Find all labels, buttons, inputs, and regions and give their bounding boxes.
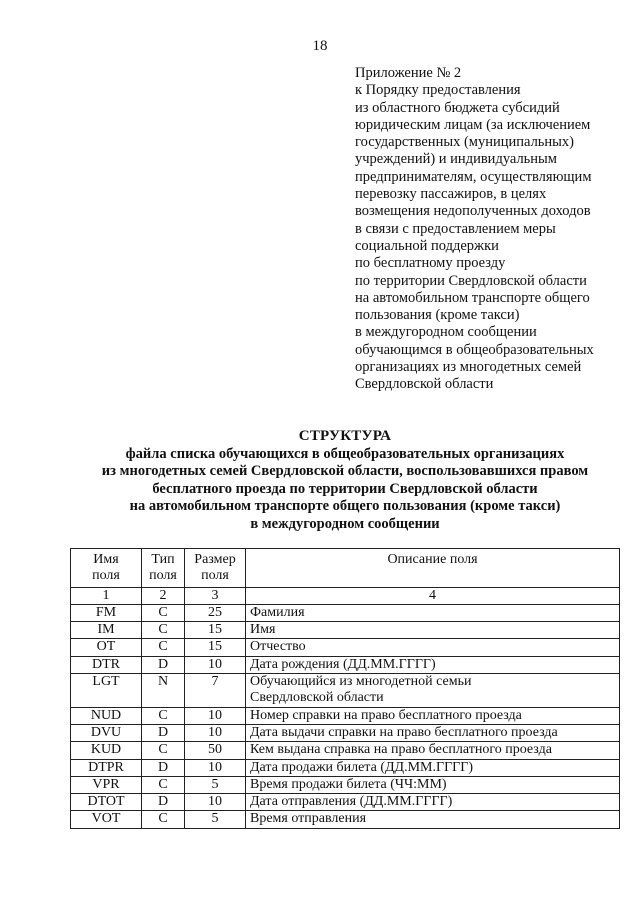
field-size: 25	[185, 604, 246, 621]
table-row	[71, 759, 620, 776]
description-line: Дата выдачи справки на право бесплатного проезда	[250, 724, 558, 740]
description-line: Время отправления	[250, 811, 367, 827]
appendix-line: в междугородном сообщении	[355, 324, 537, 341]
table-row	[71, 811, 620, 828]
table-row	[71, 674, 620, 708]
field-description	[246, 707, 620, 724]
field-name: FM	[71, 604, 142, 621]
field-size: 15	[185, 622, 246, 639]
description-line: Имя	[250, 622, 276, 638]
field-size: 5	[185, 811, 246, 828]
description-line: Обучающийся из многодетной семьи	[250, 674, 472, 690]
field-description	[246, 604, 620, 621]
field-type: D	[142, 759, 185, 776]
field-name: VPR	[71, 776, 142, 793]
field-type: C	[142, 622, 185, 639]
field-type: C	[142, 604, 185, 621]
field-type: D	[142, 724, 185, 741]
field-name: KUD	[71, 742, 142, 759]
field-name: OT	[71, 639, 142, 656]
field-type: N	[142, 674, 185, 708]
appendix-line: перевозку пассажиров, в целях	[355, 186, 547, 203]
description-line: Номер справки на право бесплатного проезда	[250, 707, 522, 723]
field-name: DTOT	[71, 794, 142, 811]
field-type: D	[142, 656, 185, 673]
appendix-block	[355, 65, 625, 394]
field-description	[246, 742, 620, 759]
description-line: Кем выдана справка на право бесплатного проезда	[250, 742, 552, 758]
field-type: C	[142, 742, 185, 759]
field-type: C	[142, 776, 185, 793]
field-size: 5	[185, 776, 246, 793]
appendix-line: пользования (кроме такси)	[355, 307, 520, 324]
field-size: 10	[185, 794, 246, 811]
field-description	[246, 811, 620, 828]
field-description	[246, 639, 620, 656]
appendix-line: из областного бюджета субсидий	[355, 99, 560, 116]
field-size: 10	[185, 724, 246, 741]
field-size: 10	[185, 656, 246, 673]
field-description	[246, 776, 620, 793]
field-size: 10	[185, 707, 246, 724]
header-description: Описание поля	[246, 549, 620, 588]
table-row	[71, 776, 620, 793]
field-type: C	[142, 639, 185, 656]
appendix-line: организациях из многодетных семей	[355, 359, 582, 376]
appendix-line: Свердловской области	[355, 376, 494, 393]
appendix-line: предпринимателям, осуществляющим	[355, 168, 592, 185]
table-header-row	[71, 549, 620, 588]
field-type: D	[142, 794, 185, 811]
table-row	[71, 742, 620, 759]
appendix-line: учреждений) и индивидуальным	[355, 151, 557, 168]
table-numbering-row	[71, 587, 620, 604]
field-name: VOT	[71, 811, 142, 828]
title-line: из многодетных семей Свердловской области, воспользовавшихся правом	[101, 463, 589, 480]
numbering-cell: 1	[71, 587, 142, 604]
numbering-cell: 4	[246, 587, 620, 604]
field-type: C	[142, 811, 185, 828]
appendix-line: в связи с предоставлением меры	[355, 220, 556, 237]
document-title	[60, 428, 630, 534]
appendix-line: государственных (муниципальных)	[355, 134, 574, 151]
field-name: DTPR	[71, 759, 142, 776]
field-name: IM	[71, 622, 142, 639]
structure-table	[70, 548, 620, 829]
field-size: 10	[185, 759, 246, 776]
field-name: DTR	[71, 656, 142, 673]
table-row	[71, 639, 620, 656]
header-name: Имя поля	[71, 549, 142, 588]
table-row	[71, 656, 620, 673]
appendix-line: по бесплатному проезду	[355, 255, 506, 272]
appendix-line: юридическим лицам (за исключением	[355, 116, 591, 133]
field-description	[246, 674, 620, 708]
header-size: Размер поля	[185, 549, 246, 588]
description-line: Свердловской области	[250, 690, 384, 706]
title-line: бесплатного проезда по территории Свердловской области	[152, 480, 538, 497]
numbering-cell: 2	[142, 587, 185, 604]
field-name: LGT	[71, 674, 142, 708]
field-description	[246, 656, 620, 673]
header-type: Тип поля	[142, 549, 185, 588]
appendix-line: к Порядку предоставления	[355, 82, 521, 99]
field-size: 7	[185, 674, 246, 708]
field-size: 50	[185, 742, 246, 759]
table-row	[71, 794, 620, 811]
table-row	[71, 622, 620, 639]
table-row	[71, 707, 620, 724]
table-row	[71, 604, 620, 621]
description-line: Дата рождения (ДД.ММ.ГГГГ)	[250, 656, 436, 672]
appendix-line: Приложение № 2	[355, 65, 462, 81]
appendix-line: по территории Свердловской области	[355, 272, 587, 289]
title-heading: СТРУКТУРА	[298, 428, 392, 444]
appendix-line: обучающимся в общеобразовательных	[355, 341, 594, 358]
field-description	[246, 759, 620, 776]
field-description	[246, 724, 620, 741]
appendix-line: на автомобильном транспорте общего	[355, 289, 590, 306]
description-line: Отчество	[250, 639, 306, 655]
field-description	[246, 794, 620, 811]
appendix-line: возмещения недополученных доходов	[355, 203, 591, 220]
field-description	[246, 622, 620, 639]
description-line: Фамилия	[250, 604, 305, 620]
field-name: NUD	[71, 707, 142, 724]
table-row	[71, 724, 620, 741]
title-line: в междугородном сообщении	[250, 515, 440, 532]
title-line: на автомобильном транспорте общего пользования (кроме такси)	[129, 498, 561, 515]
appendix-line: социальной поддержки	[355, 237, 499, 254]
page-number: 18	[312, 38, 328, 54]
description-line: Время продажи билета (ЧЧ:ММ)	[250, 776, 447, 792]
description-line: Дата отправления (ДД.ММ.ГГГГ)	[250, 794, 453, 810]
field-type: C	[142, 707, 185, 724]
title-line: файла списка обучающихся в общеобразовательных организациях	[125, 445, 565, 462]
description-line: Дата продажи билета (ДД.ММ.ГГГГ)	[250, 759, 474, 775]
field-name: DVU	[71, 724, 142, 741]
numbering-cell: 3	[185, 587, 246, 604]
field-size: 15	[185, 639, 246, 656]
